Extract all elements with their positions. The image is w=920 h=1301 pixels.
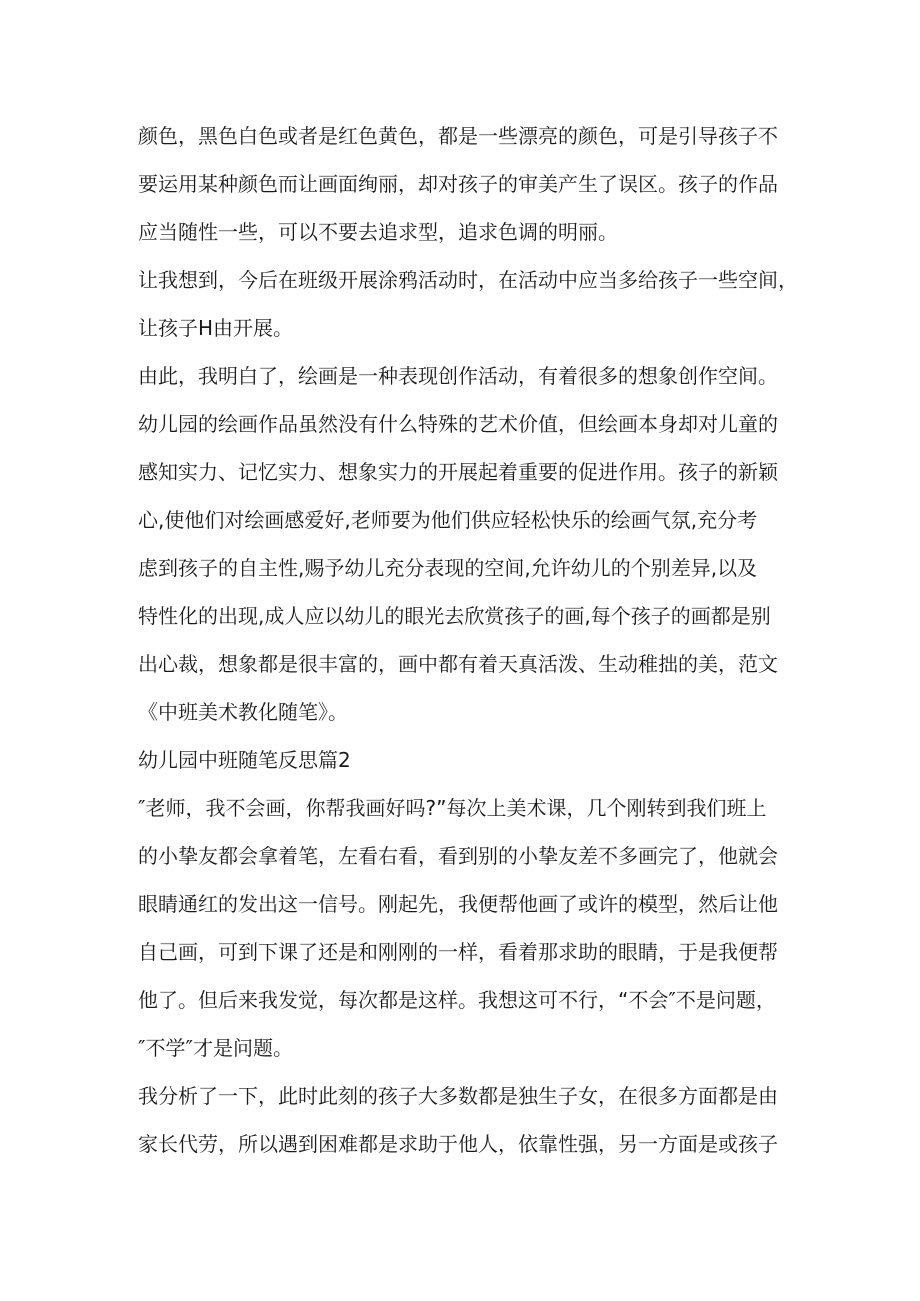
text-line: 颜色，黑色白色或者是红色黄色，都是一些漂亮的颜色，可是引导孩子不 [138, 124, 778, 148]
text-line: 出心裁，想象都是很丰富的，画中都有着天真活泼、生动稚拙的美，范文 [138, 652, 778, 676]
text-line: 自己画，可到下课了还是和刚刚的一样，看着那求助的眼睛，于是我便帮 [138, 940, 778, 964]
text-line: 家长代劳，所以遇到困难都是求助于他人，依靠性强，另一方面是或孩子 [138, 1132, 778, 1156]
document-body [138, 112, 798, 1168]
text-line: 虑到孩子的自主性,赐予幼儿充分表现的空间,允许幼儿的个别差异,以及 [138, 556, 758, 580]
text-line: 的小挚友都会拿着笔，左看右看，看到别的小挚友差不多画完了，他就会 [138, 844, 778, 868]
paragraph-1 [138, 112, 798, 256]
text-line: ″不学″才是问题。 [138, 1036, 293, 1060]
text-line: ″老师，我不会画，你帮我画好吗?”每次上美术课，几个刚转到我们班上 [138, 796, 767, 820]
text-line: 我分析了一下，此时此刻的孩子大多数都是独生子女，在很多方面都是由 [138, 1084, 778, 1108]
paragraph-3 [138, 352, 798, 736]
heading-line: 幼儿园中班随笔反思篇2 [138, 748, 351, 772]
text-line: 感知实力、记忆实力、想象实力的开展起着重要的促进作用。孩子的新颖 [138, 460, 778, 484]
text-line: 应当随性一些，可以不要去追求型，追求色调的明丽。 [138, 220, 618, 244]
paragraph-4 [138, 784, 798, 1072]
paragraph-2 [138, 256, 798, 352]
text-line: 他了。但后来我发觉，每次都是这样。我想这可不行，“不会″不是问题， [138, 988, 776, 1012]
text-line: 让我想到，今后在班级开展涂鸦活动时，在活动中应当多给孩子一些空间， [138, 268, 798, 292]
text-line: 让孩子H由开展。 [138, 316, 294, 340]
text-line: 由此，我明白了，绘画是一种表现创作活动，有着很多的想象创作空间。 [138, 364, 778, 388]
text-line: 心,使他们对绘画感爱好,老师要为他们供应轻松快乐的绘画气氛,充分考 [138, 508, 758, 532]
text-line: 特性化的出现,成人应以幼儿的眼光去欣赏孩子的画,每个孩子的画都是别 [138, 604, 771, 628]
text-line: 《中班美术教化随笔》。 [138, 700, 348, 724]
text-line: 幼儿园的绘画作品虽然没有什么特殊的艺术价值，但绘画本身却对儿童的 [138, 412, 778, 436]
paragraph-5 [138, 1072, 798, 1168]
text-line: 眼睛通红的发出这一信号。刚起先，我便帮他画了或许的模型，然后让他 [138, 892, 778, 916]
text-line: 要运用某种颜色而让画面绚丽，却对孩子的审美产生了误区。孩子的作品 [138, 172, 778, 196]
section-heading [138, 736, 798, 784]
